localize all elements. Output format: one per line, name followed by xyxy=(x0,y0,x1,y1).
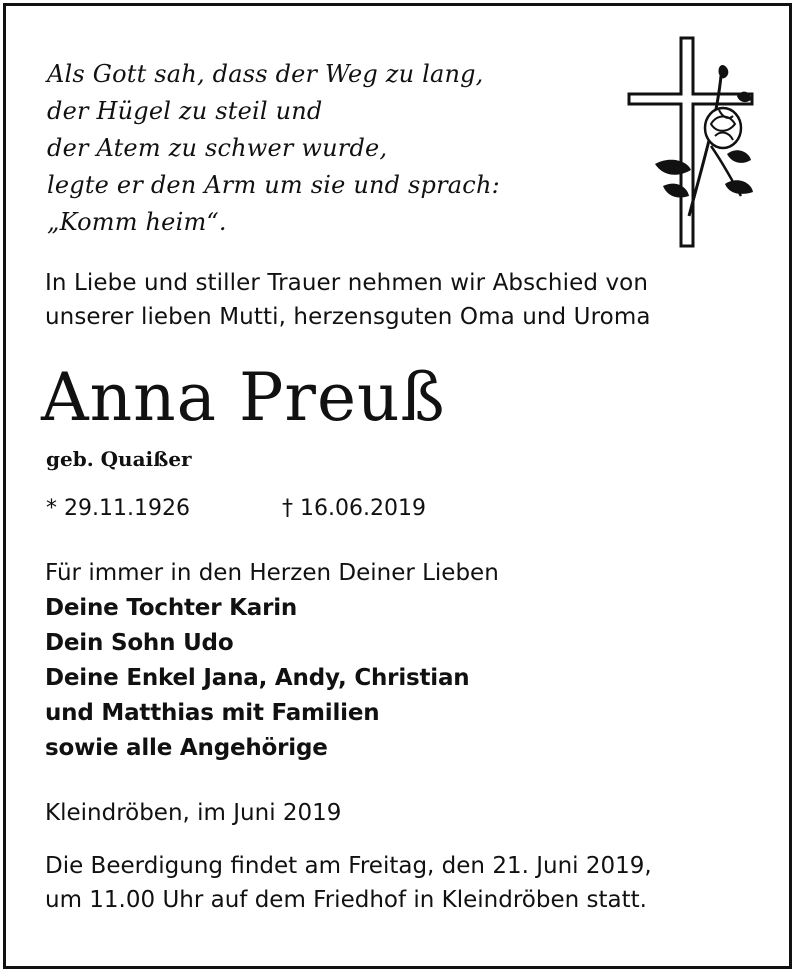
intro-line: unserer lieben Mutti, herzensguten Oma und Uroma xyxy=(45,304,651,330)
poem-line: legte er den Arm um sie und sprach: xyxy=(47,171,500,199)
maiden-name: geb. Quaißer xyxy=(46,447,192,471)
poem-line: der Hügel zu steil und xyxy=(47,97,323,125)
deceased-name: Anna Preuß xyxy=(41,359,446,436)
poem xyxy=(47,56,500,241)
mourner-line: Deine Tochter Karin xyxy=(45,595,298,621)
death-date: † 16.06.2019 xyxy=(282,496,426,521)
mourner-line: und Matthias mit Familien xyxy=(45,700,380,726)
mourner-line: sowie alle Angehörige xyxy=(45,735,328,761)
funeral-line: Die Beerdigung findet am Freitag, den 21. Juni 2019, xyxy=(45,853,652,879)
intro-line: In Liebe und stiller Trauer nehmen wir Abschied von xyxy=(45,270,649,296)
mourner-line: Dein Sohn Udo xyxy=(45,630,234,656)
funeral-line: um 11.00 Uhr auf dem Friedhof in Kleindröben statt. xyxy=(45,887,647,913)
place-date: Kleindröben, im Juni 2019 xyxy=(45,800,342,826)
poem-line: der Atem zu schwer wurde, xyxy=(47,134,388,162)
mourner-line: Deine Enkel Jana, Andy, Christian xyxy=(45,665,470,691)
mourners-intro: Für immer in den Herzen Deiner Lieben xyxy=(45,560,499,586)
birth-date: * 29.11.1926 xyxy=(46,496,190,521)
funeral-info xyxy=(45,849,652,917)
mourners-block xyxy=(45,556,499,766)
poem-line: Als Gott sah, dass der Weg zu lang, xyxy=(47,60,484,88)
intro-text xyxy=(45,266,651,334)
cross-with-rose-icon xyxy=(625,36,755,248)
poem-line: „Komm heim“. xyxy=(47,208,227,236)
